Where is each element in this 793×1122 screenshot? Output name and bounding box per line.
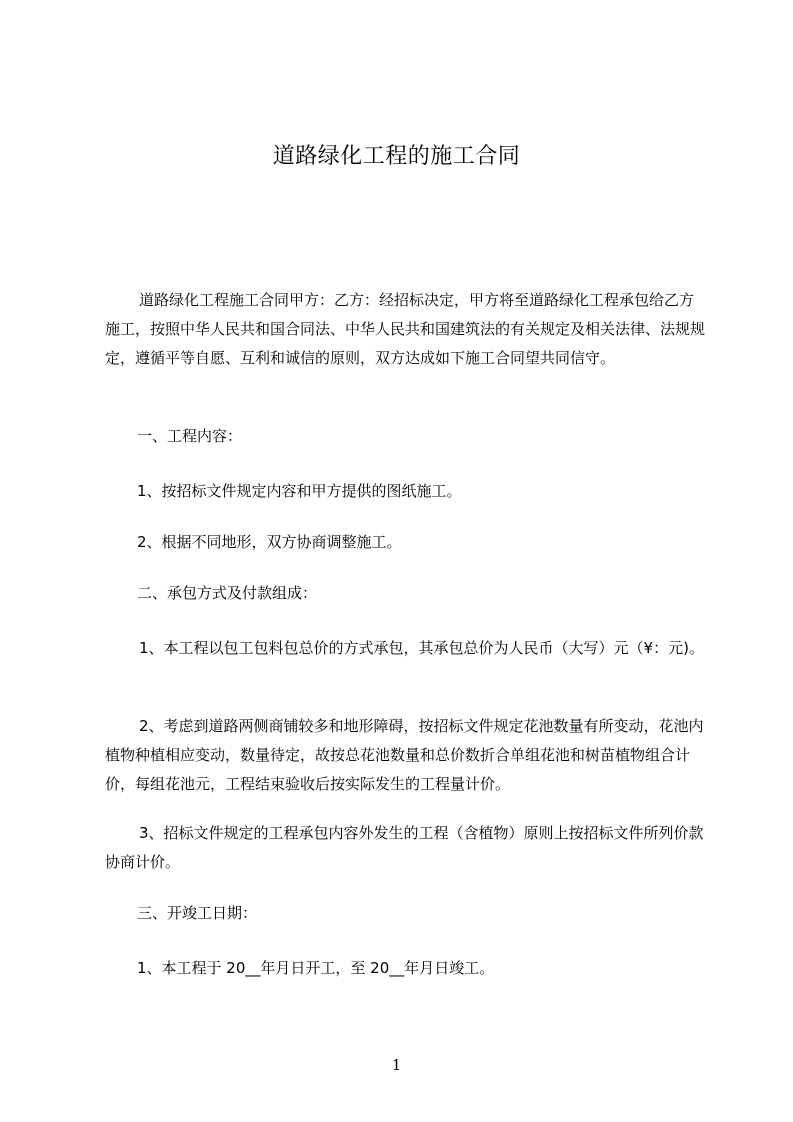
clause-2-2: 2、考虑到道路两侧商铺较多和地形障碍，按招标文件规定花池数量有所变动，花池内植物种植相应变动，数量待定，故按总花池数量和总价数折合单组花池和树苗植物组合计价，每组花池元，工程结束验收后按实际发生的工程量计价。 [105, 717, 704, 793]
intro-paragraph: 道路绿化工程施工合同甲方：乙方：经招标决定，甲方将至道路绿化工程承包给乙方施工，按照中华人民共和国合同法、中华人民共和国建筑法的有关规定及相关法律、法规规定，遵循平等自愿、互利和诚信的原则，双方达成如下施工合同望共同信守。 [105, 291, 706, 367]
clause-1-1: 1、按招标文件规定内容和甲方提供的图纸施工。 [137, 482, 462, 500]
document-title: 道路绿化工程的施工合同 [272, 144, 521, 169]
section-heading-schedule: 三、开竣工日期： [137, 904, 258, 922]
page-number: 1 [391, 1056, 402, 1074]
clause-3-1: 1、本工程于 20__年月日开工，至 20__年月日竣工。 [137, 959, 495, 977]
clause-1-2: 2、根据不同地形，双方协商调整施工。 [137, 533, 402, 551]
section-heading-work-content: 一、工程内容： [137, 427, 243, 445]
clause-2-1: 1、本工程以包工包料包总价的方式承包，其承包总价为人民币（大写）元（¥：元)。 [139, 639, 704, 657]
section-heading-contract-payment: 二、承包方式及付款组成： [137, 584, 318, 602]
clause-2-3: 3、招标文件规定的工程承包内容外发生的工程（含植物）原则上按招标文件所列价款协商计价。 [105, 824, 704, 871]
